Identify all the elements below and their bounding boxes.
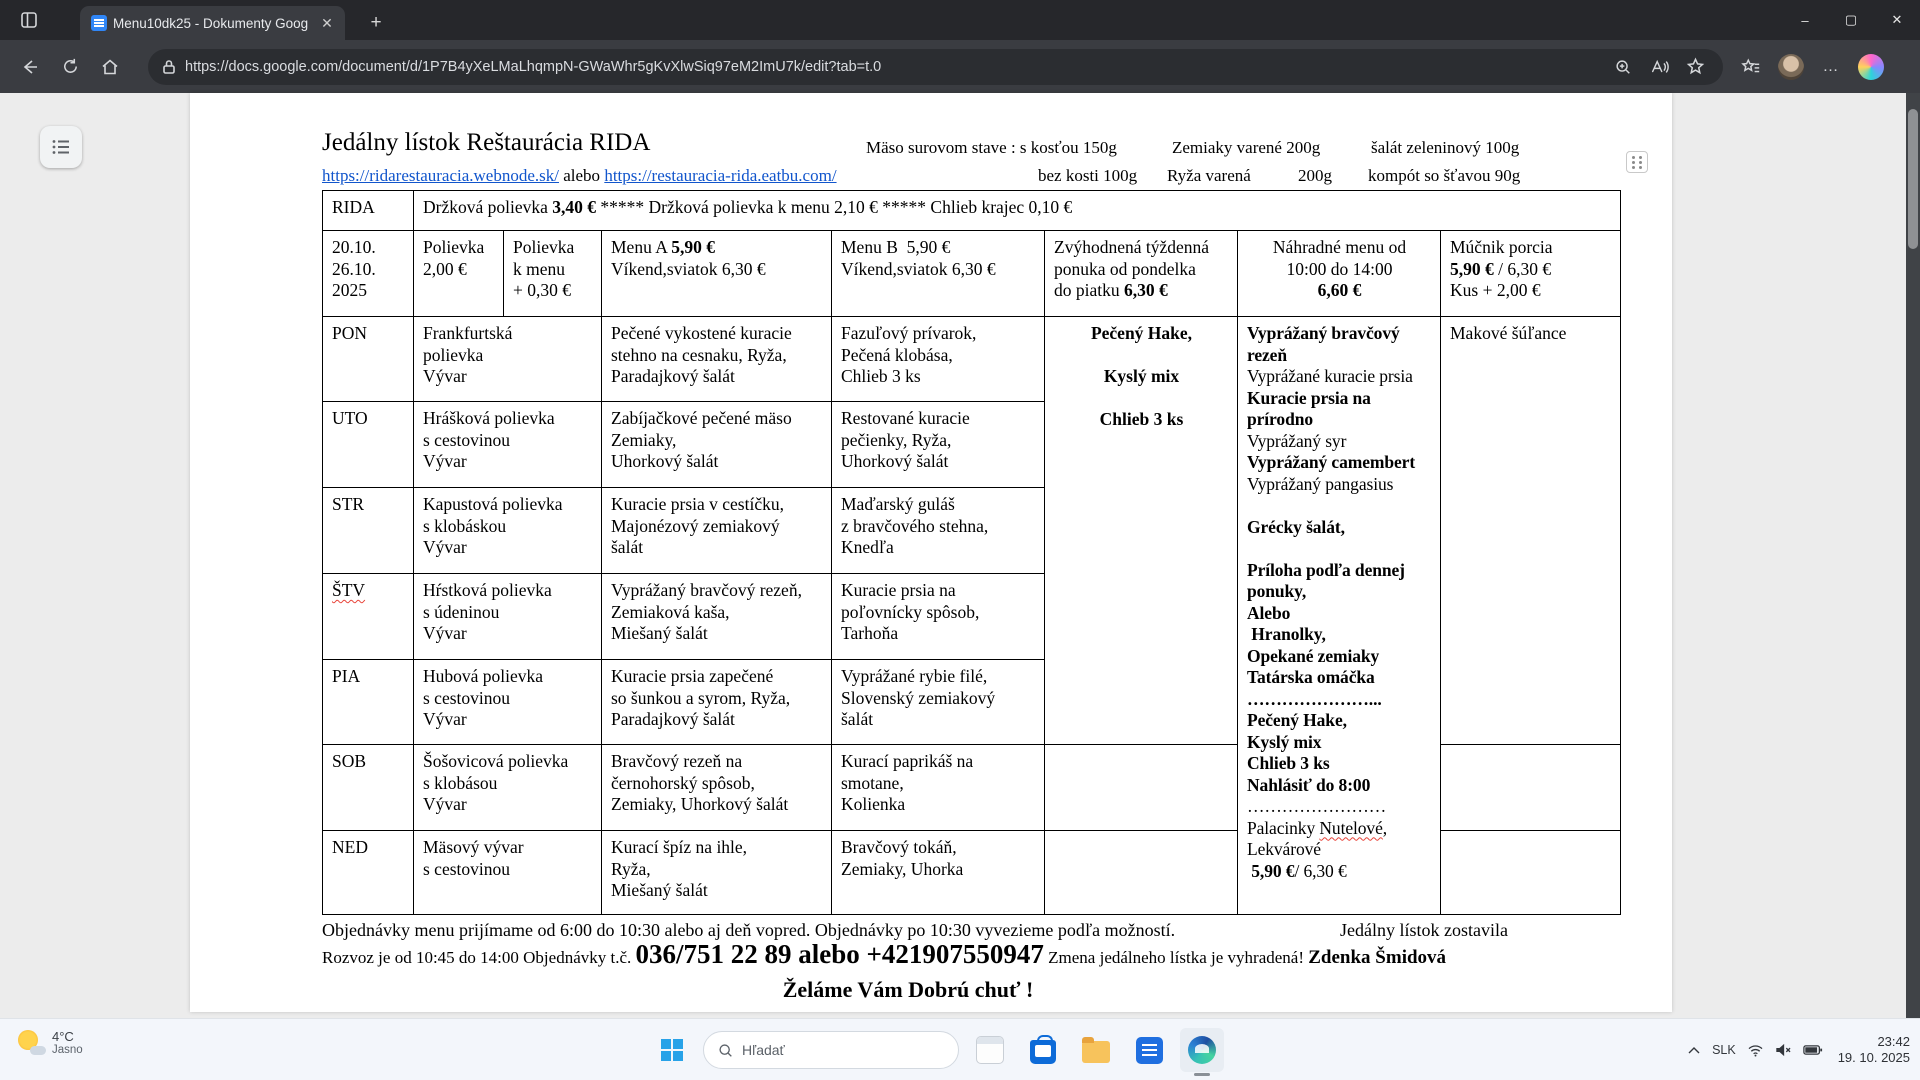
menu-b-cell-pia: Vyprážané rybie filé, Slovenský zemiakový šalát bbox=[832, 660, 1045, 745]
day-label-uto: UTO bbox=[323, 402, 414, 488]
browser-content-area bbox=[0, 93, 1920, 1018]
menu-b-cell-pon: Fazuľový prívarok, Pečená klobása, Chlieb 3 ks bbox=[832, 317, 1045, 402]
menu-table bbox=[322, 190, 1621, 915]
docs-menu-button[interactable] bbox=[40, 126, 82, 168]
rida-soups-text: Držková polievka 3,40 € ***** Držková polievka k menu 2,10 € ***** Chlieb krajec 0,10 € bbox=[414, 191, 1621, 231]
menu-b-cell-uto: Restované kuracie pečienky, Ryža, Uhorkový šalát bbox=[832, 402, 1045, 488]
rida-label: RIDA bbox=[323, 191, 414, 231]
day-row-pon bbox=[323, 317, 1621, 402]
menu-table-body bbox=[323, 191, 1621, 915]
weather-sun-icon bbox=[16, 1027, 46, 1057]
day-label-pon: PON bbox=[323, 317, 414, 402]
document-title: Jedálny lístok Reštaurácia RIDA bbox=[322, 129, 651, 156]
window-controls bbox=[1782, 0, 1920, 40]
browser-toolbar bbox=[0, 40, 1920, 93]
scrollbar[interactable] bbox=[1906, 93, 1920, 1018]
read-aloud-icon[interactable] bbox=[1641, 51, 1677, 83]
volume-icon[interactable] bbox=[1775, 1043, 1792, 1057]
info-boneless: bez kosti 100g bbox=[1038, 166, 1138, 185]
restaurant-link-1[interactable]: https://ridarestauracia.webnode.sk/ bbox=[322, 166, 559, 185]
soup-cell-stv: Hŕstková polievka s údeninou Vývar bbox=[414, 574, 602, 660]
dessert-cell: Makové šúľance bbox=[1441, 317, 1621, 745]
menu-a-cell-pon: Pečené vykostené kuracie stehno na cesnaku, Ryža, Paradajkový šalát bbox=[602, 317, 832, 402]
info-salad: šalát zeleninový 100g bbox=[1371, 138, 1520, 157]
refresh-button[interactable] bbox=[50, 47, 90, 87]
header-soup-menu-price: Polievka k menu + 0,30 € bbox=[504, 231, 602, 317]
footer-phone-line: Rozvoz je od 10:45 do 14:00 Objednávky t.č. 036/751 22 89 alebo +421907550947 Zmena jedálneho lístka je vyhradená! Zdenka Šmidová bbox=[322, 939, 1447, 969]
system-tray bbox=[1687, 1019, 1910, 1080]
wifi-icon[interactable] bbox=[1747, 1044, 1764, 1057]
header-substitute-menu: Náhradné menu od 10:00 do 14:00 6,60 € bbox=[1238, 231, 1441, 317]
weekly-offer-cell: Pečený Hake, Kyslý mix Chlieb 3 ks bbox=[1045, 317, 1238, 745]
url-text[interactable]: https://docs.google.com/document/d/1P7B4yXeLMaLhqmpN-GWaWhr5gKvXlwSiq97eM2ImU7k/edit?tab=t.0 bbox=[185, 58, 882, 75]
taskbar-clock[interactable] bbox=[1838, 1034, 1910, 1066]
empty-dessert-cell-ned bbox=[1441, 831, 1621, 915]
lock-icon[interactable] bbox=[162, 59, 176, 75]
start-button[interactable] bbox=[650, 1028, 694, 1072]
soup-cell-pia: Hubová polievka s cestovinou Vývar bbox=[414, 660, 602, 745]
app-icon-window[interactable] bbox=[968, 1028, 1012, 1072]
footer-bon-appetit: Želáme Vám Dobrú chuť ! bbox=[782, 977, 1034, 1002]
document-page bbox=[190, 93, 1672, 1012]
battery-icon[interactable] bbox=[1803, 1044, 1823, 1056]
empty-dessert-cell-sob bbox=[1441, 745, 1621, 831]
tab-close-icon[interactable]: ✕ bbox=[321, 14, 333, 31]
app-icon-store[interactable] bbox=[1021, 1028, 1065, 1072]
day-label-pia: PIA bbox=[323, 660, 414, 745]
tray-chevron-icon[interactable] bbox=[1687, 1046, 1701, 1055]
toolbar-right-icons bbox=[1731, 47, 1891, 87]
footer-compiled-by: Jedálny lístok zostavila bbox=[1340, 920, 1508, 940]
header-weekly-offer: Zvýhodnená týždenná ponuka od pondelka do piatku 6,30 € bbox=[1045, 231, 1238, 317]
menu-a-cell-uto: Zabíjačkové pečené mäso Zemiaky, Uhorkový šalát bbox=[602, 402, 832, 488]
tab-title: Menu10dk25 - Dokumenty Goog bbox=[113, 15, 309, 31]
weather-condition: Jasno bbox=[52, 1043, 83, 1056]
browser-tab[interactable] bbox=[80, 6, 345, 40]
menu-a-cell-pia: Kuracie prsia zapečené so šunkou a syrom, Ryža, Paradajkový šalát bbox=[602, 660, 832, 745]
weather-widget[interactable] bbox=[16, 1027, 83, 1057]
close-button[interactable]: ✕ bbox=[1891, 12, 1903, 27]
soup-cell-sob: Šošovicová polievka s klobásou Vývar bbox=[414, 745, 602, 831]
table-drag-handle-icon[interactable] bbox=[1626, 151, 1648, 173]
info-rice: Ryža varená bbox=[1167, 166, 1251, 185]
menu-b-cell-ned: Bravčový tokáň, Zemiaky, Uhorka bbox=[832, 831, 1045, 915]
soup-cell-uto: Hrášková polievka s cestovinou Vývar bbox=[414, 402, 602, 488]
info-rice-weight: 200g bbox=[1298, 166, 1332, 185]
minimize-button[interactable]: – bbox=[1801, 12, 1809, 28]
restaurant-link-2[interactable]: https://restauracia-rida.eatbu.com/ bbox=[604, 166, 837, 185]
zoom-page-icon[interactable] bbox=[1605, 51, 1641, 83]
menu-a-cell-ned: Kurací špíz na ihle, Ryža, Miešaný šalát bbox=[602, 831, 832, 915]
taskbar-search[interactable] bbox=[703, 1031, 959, 1069]
new-tab-button[interactable]: + bbox=[370, 12, 382, 33]
menu-b-cell-stv: Kuracie prsia na poľovnícky spôsob, Tarhoňa bbox=[832, 574, 1045, 660]
maximize-button[interactable]: ▢ bbox=[1844, 12, 1858, 27]
tab-workspaces-icon[interactable] bbox=[16, 8, 42, 32]
empty-weekly-cell-ned bbox=[1045, 831, 1238, 915]
links-line bbox=[322, 166, 837, 186]
copilot-icon[interactable] bbox=[1851, 47, 1891, 87]
windows-taskbar bbox=[0, 1018, 1920, 1080]
tray-time: 23:42 bbox=[1877, 1034, 1910, 1049]
info-meat: Mäso surovom stave : s kosťou 150g bbox=[866, 138, 1117, 157]
header-dates: 20.10. 26.10. 2025 bbox=[323, 231, 414, 317]
header-menu-b: Menu B 5,90 € Víkend,sviatok 6,30 € bbox=[832, 231, 1045, 317]
info-potatoes: Zemiaky varené 200g bbox=[1172, 138, 1321, 157]
soup-cell-ned: Mäsový vývar s cestovinou bbox=[414, 831, 602, 915]
home-button[interactable] bbox=[90, 47, 130, 87]
soup-cell-str: Kapustová polievka s klobáskou Vývar bbox=[414, 488, 602, 574]
day-label-sob: SOB bbox=[323, 745, 414, 831]
empty-weekly-cell-sob bbox=[1045, 745, 1238, 831]
app-icon-edge[interactable] bbox=[1180, 1028, 1224, 1072]
footer-orders-line bbox=[322, 920, 1632, 941]
substitute-menu-cell: Vyprážaný bravčový rezeň Vyprážané kuracie prsia Kuracie prsia na prírodno Vyprážaný syr Vyprážaný camembert Vyprážaný pangasius Grécky šalát, Príloha podľa dennej ponuky, Alebo Hranolky, Opekané zemiaky Tatárska omáčka …………………... Pečený Hake, Kyslý mix Chlieb 3 ks Nahlásiť do 8:00 …………………… Palacinky Nutelové, Lekvárové 5,90 €/ 6,30 € bbox=[1238, 317, 1441, 915]
menu-a-cell-sob: Bravčový rezeň na černohorský spôsob, Zemiaky, Uhorkový šalát bbox=[602, 745, 832, 831]
day-label-stv: ŠTV bbox=[323, 574, 414, 660]
day-label-str: STR bbox=[323, 488, 414, 574]
footer-orders-text: Objednávky menu prijímame od 6:00 do 10:30 alebo aj deň vopred. Objednávky po 10:30 vyvezieme podľa možností. bbox=[322, 920, 1176, 940]
language-indicator[interactable]: SLK bbox=[1712, 1043, 1736, 1057]
browser-tab-strip bbox=[0, 0, 1920, 40]
taskbar-center bbox=[650, 1019, 1224, 1080]
menu-a-cell-str: Kuracie prsia v cestíčku, Majonézový zemiakový šalát bbox=[602, 488, 832, 574]
header-menu-a: Menu A 5,90 € Víkend,sviatok 6,30 € bbox=[602, 231, 832, 317]
soup-cell-pon: Frankfurtská polievka Vývar bbox=[414, 317, 602, 402]
profile-avatar[interactable] bbox=[1771, 47, 1811, 87]
menu-b-cell-sob: Kurací paprikáš na smotane, Kolienka bbox=[832, 745, 1045, 831]
menu-a-cell-stv: Vyprážaný bravčový rezeň, Zemiaková kaša, Miešaný šalát bbox=[602, 574, 832, 660]
menu-b-cell-str: Maďarský guláš z bravčového stehna, Knedľa bbox=[832, 488, 1045, 574]
favorites-bar-icon[interactable] bbox=[1731, 47, 1771, 87]
settings-more-icon[interactable]: … bbox=[1822, 57, 1840, 75]
scrollbar-thumb[interactable] bbox=[1908, 109, 1918, 249]
app-icon-file-explorer[interactable] bbox=[1074, 1028, 1118, 1072]
favorite-star-icon[interactable] bbox=[1677, 51, 1713, 83]
app-icon-blue[interactable] bbox=[1127, 1028, 1171, 1072]
tray-date: 19. 10. 2025 bbox=[1837, 1050, 1910, 1065]
header-dessert: Múčnik porcia 5,90 € / 6,30 € Kus + 2,00 € bbox=[1441, 231, 1621, 317]
header-soup-price: Polievka 2,00 € bbox=[414, 231, 504, 317]
address-bar[interactable] bbox=[148, 49, 1723, 85]
search-icon bbox=[718, 1043, 733, 1058]
table-header-row bbox=[323, 231, 1621, 317]
back-button[interactable] bbox=[10, 47, 50, 87]
google-docs-favicon bbox=[91, 15, 107, 31]
info-compote: kompót so šťavou 90g bbox=[1368, 166, 1521, 185]
link-separator: alebo bbox=[558, 166, 605, 185]
search-placeholder: Hľadať bbox=[742, 1042, 785, 1058]
windows-logo-icon bbox=[661, 1039, 683, 1061]
day-label-ned: NED bbox=[323, 831, 414, 915]
weather-temp: 4°C bbox=[52, 1028, 74, 1044]
